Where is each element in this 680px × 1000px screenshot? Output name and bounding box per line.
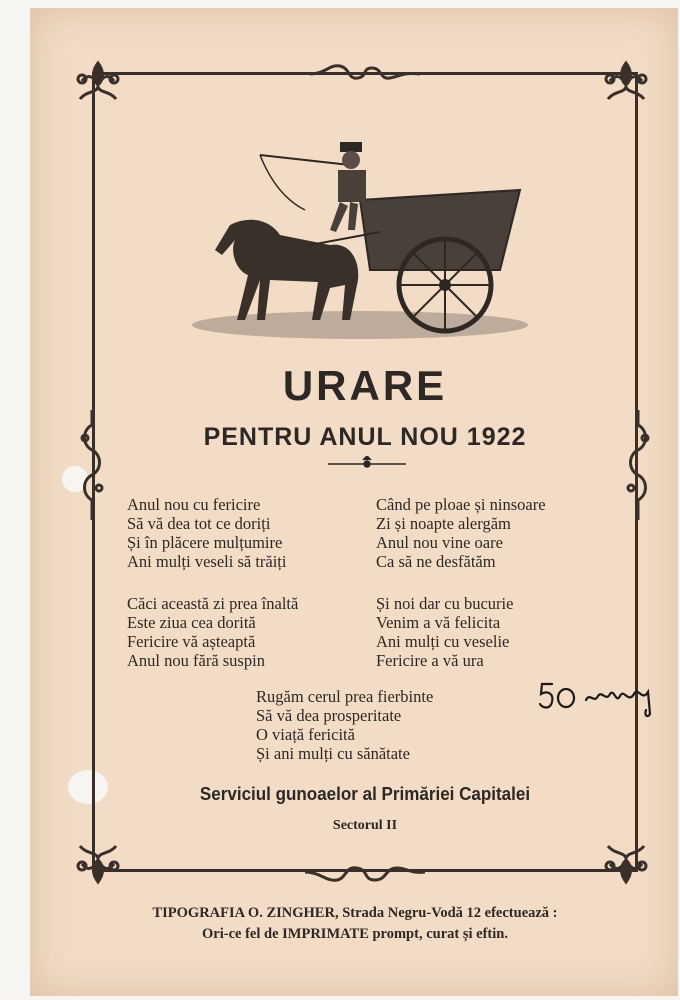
poem-line: Ca să ne desfătăm — [376, 552, 496, 571]
footer-line: Ori-ce fel de IMPRIMATE prompt, curat și eftin. — [202, 926, 508, 942]
poem-stanza — [127, 495, 286, 571]
poem-line: Este ziua cea dorită — [127, 613, 256, 632]
fleur-de-lis-corner-icon — [72, 55, 124, 107]
poem-line: Fericire a vă ura — [376, 651, 484, 670]
scroll-ornament-icon — [310, 60, 420, 86]
horse-cart-illustration — [190, 120, 530, 350]
poem-stanza — [256, 687, 433, 763]
poem-line: Căci această zi prea înaltă — [127, 594, 299, 613]
poem-line: Anul nou vine oare — [376, 533, 503, 552]
page-title: URARE — [282, 362, 448, 409]
fleur-de-lis-corner-icon — [72, 838, 124, 890]
poem-stanza — [376, 594, 513, 670]
poem-line: Ani mulți cu veselie — [376, 632, 510, 651]
poem-line: Când pe ploae și ninsoare — [376, 495, 546, 514]
footer-line: TIPOGRAFIA O. ZINGHER, Strada Negru-Vodă 12 efectuează : — [152, 905, 558, 921]
divider-ornament-icon — [328, 456, 406, 472]
page-subtitle: PENTRU ANUL NOU 1922 — [203, 423, 527, 451]
poem-line: Anul nou fără suspin — [127, 651, 265, 670]
sector-label: Sectorul II — [332, 818, 398, 833]
scroll-ornament-icon — [305, 860, 425, 886]
poem-line: Ani mulți veseli să trăiți — [127, 552, 287, 571]
poem-line: Și ani mulți cu sănătate — [256, 744, 410, 763]
printer-footer — [60, 903, 650, 945]
poem-line: Zi și noapte alergăm — [376, 514, 511, 533]
handwritten-note — [538, 674, 660, 718]
poem-stanza — [376, 495, 546, 571]
poem-stanza — [127, 594, 298, 670]
poem-line: Fericire vă așteaptă — [127, 632, 256, 651]
poem-line: Să vă dea prosperitate — [256, 706, 402, 725]
poem-line: Venim a vă felicita — [376, 613, 501, 632]
poem-line: Anul nou cu fericire — [127, 495, 261, 514]
poem-line: Rugăm cerul prea fierbinte — [256, 687, 434, 706]
poem-line: Și în plăcere mulțumire — [127, 533, 283, 552]
service-name: Serviciul gunoaelor al Primăriei Capitalei — [199, 783, 531, 804]
fleur-de-lis-corner-icon — [600, 838, 652, 890]
fleur-de-lis-corner-icon — [600, 55, 652, 107]
poem-line: Să vă dea tot ce doriți — [127, 514, 271, 533]
poem-line: Și noi dar cu bucurie — [376, 594, 514, 613]
poem-line: O viață fericită — [256, 725, 355, 744]
